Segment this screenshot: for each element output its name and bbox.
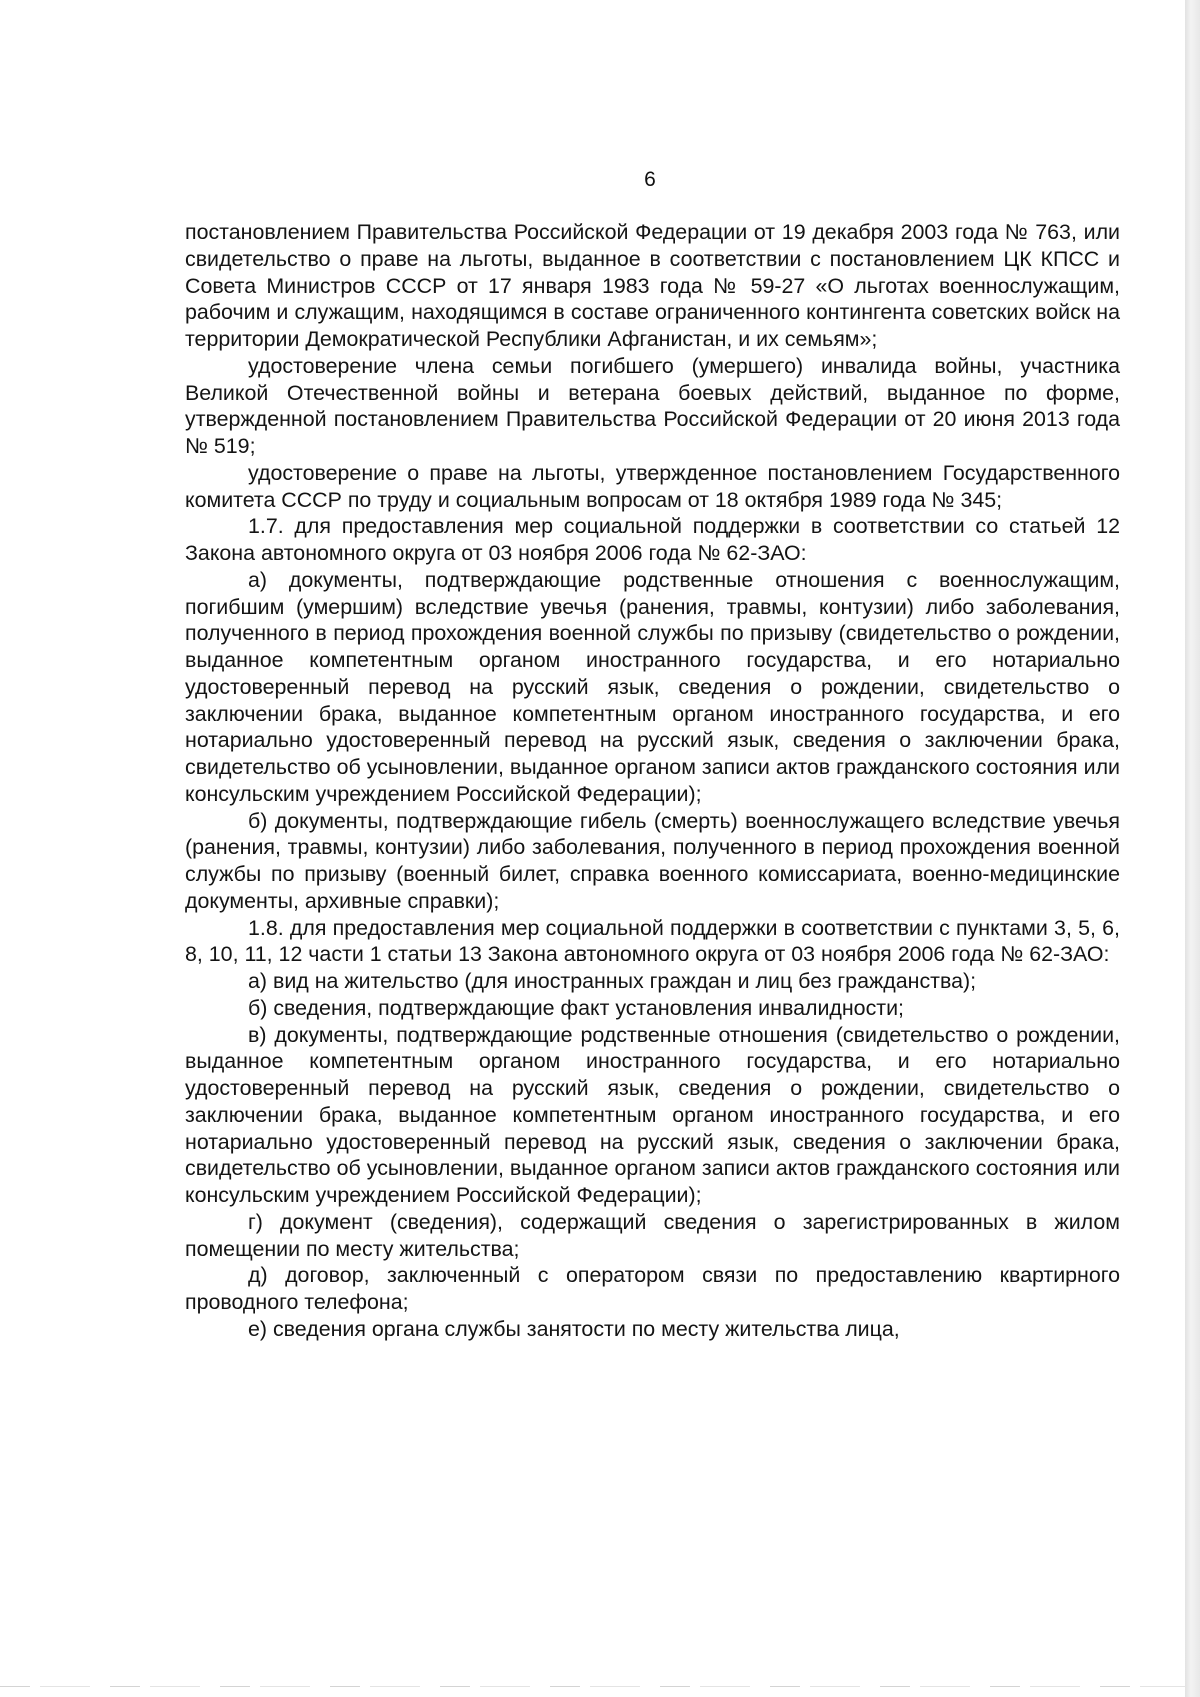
scan-page-edge [1185,0,1200,1697]
paragraph-10: в) документы, подтверждающие родственные отношения (свидетельство о рождении, выданное компетентным органом иностранного государства, и его нотариально удостоверенный перевод на русский язык, сведения о рождении, свидетельство о заключении брака, выданное компетентным органом иностранного государства, и его нотариально удостоверенный перевод на русский язык, сведения о заключении брака, свидетельство об усыновлении, выданное органом записи актов гражданского состояния или консульским учреждением Российской Федерации); [185,1022,1120,1207]
page-number: 6 [644,168,656,191]
paragraph-7: 1.8. для предоставления мер социальной поддержки в соответствии с пунктами 3, 5, 6, 8, 10, 11, 12 части 1 статьи 13 Закона автономного округа от 03 ноября 2006 года № 62-ЗАО: [185,915,1120,967]
scan-edge-line [0,1686,1185,1687]
document-body [185,219,1120,1343]
paragraph-3: удостоверение о праве на льготы, утвержденное постановлением Государственного комитета СССР по труду и социальным вопросам от 18 октября 1989 года № 345; [185,460,1120,512]
paragraph-6: б) документы, подтверждающие гибель (смерть) военнослужащего вследствие увечья (ранения, травмы, контузии) либо заболевания, полученного в период прохождения военной службы по призыву (военный билет, справка военного комиссариата, военно-медицинские документы, архивные справки); [185,808,1120,913]
paragraph-8: а) вид на жительство (для иностранных граждан и лиц без гражданства); [248,969,977,993]
paragraph-11: г) документ (сведения), содержащий сведения о зарегистрированных в жилом помещении по месту жительства; [185,1209,1120,1261]
paragraph-12: д) договор, заключенный с оператором связи по предоставлению квартирного проводного телефона; [185,1263,1120,1314]
paragraph-9: б) сведения, подтверждающие факт установления инвалидности; [248,995,904,1020]
paragraph-5: а) документы, подтверждающие родственные отношения с военнослужащим, погибшим (умершим) вследствие увечья (ранения, травмы, контузии) либо заболевания, полученного в период прохождения военной службы по призыву (свидетельство о рождении, выданное компетентным органом иностранного государства, и его нотариально удостоверенный перевод на русский язык, сведения о рождении, свидетельство о заключении брака, выданное компетентным органом иностранного государства, и его нотариально удостоверенный перевод на русский язык, сведения о заключении брака, свидетельство об усыновлении, выданное органом записи актов гражданского состояния или консульским учреждением Российской Федерации); [185,567,1120,806]
paragraph-13: е) сведения органа службы занятости по месту жительства лица, [248,1316,900,1341]
paragraph-4: 1.7. для предоставления мер социальной поддержки в соответствии со статьей 12 Закона автономного округа от 03 ноября 2006 года № 62-ЗАО: [185,514,1120,565]
paragraph-2: удостоверение члена семьи погибшего (умершего) инвалида войны, участника Великой Отечественной войны и ветерана боевых действий, выданное по форме, утвержденной постановлением Правительства Российской Федерации от 20 июня 2013 года № 519; [185,353,1120,458]
paragraph-1: постановлением Правительства Российской Федерации от 19 декабря 2003 года № 763, или свидетельство о праве на льготы, выданное в соответствии с постановлением ЦК КПСС и Совета Министров СССР от 17 января 1983 года № 59-27 «О льготах военнослужащим, рабочим и служащим, находящимся в составе ограниченного контингента советских войск на территории Демократической Республики Афганистан, и их семьям»; [185,220,1120,351]
